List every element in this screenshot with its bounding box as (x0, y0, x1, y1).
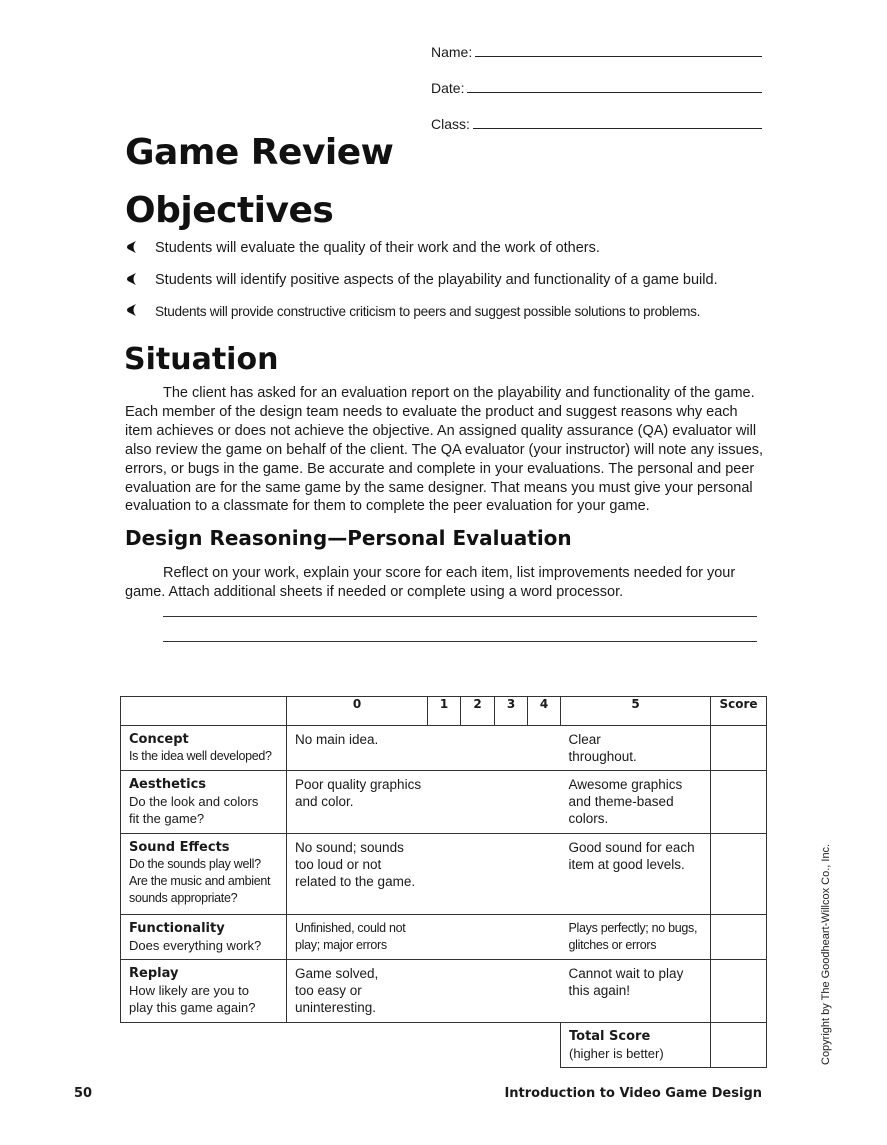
class-label: Class: (431, 116, 470, 132)
date-line[interactable] (467, 92, 762, 93)
table-row (121, 834, 767, 915)
criterion-cell (121, 771, 286, 831)
total-row (121, 1023, 767, 1068)
criterion-cell (121, 726, 286, 769)
score-4-header: 4 (528, 697, 561, 726)
criteria-header-cell (121, 697, 287, 726)
low-score-description: No sound; sounds too loud or not related to the game. (295, 840, 416, 889)
criterion-description: Is the idea well developed? (129, 749, 272, 763)
answer-line[interactable] (163, 641, 757, 642)
criterion-cell (121, 960, 286, 1020)
objectives-heading: Objectives (125, 190, 334, 231)
criterion-description: Do the sounds play well? Are the music and ambient sounds appropriate? (129, 857, 271, 905)
table-row (121, 726, 767, 771)
name-line[interactable] (475, 56, 762, 57)
name-label: Name: (431, 44, 473, 60)
total-score-cell[interactable] (711, 1023, 767, 1068)
criterion-title: Aesthetics (129, 777, 207, 792)
name-field[interactable] (431, 44, 762, 60)
criterion-title: Sound Effects (129, 840, 230, 855)
objective-item (125, 272, 718, 288)
criterion-title: Functionality (129, 921, 225, 936)
page-number: 50 (74, 1086, 93, 1101)
table-row (121, 960, 767, 1023)
situation-heading: Situation (124, 342, 279, 377)
score-1-header: 1 (428, 697, 461, 726)
table-row (121, 771, 767, 834)
score-5-header: 5 (561, 697, 711, 726)
criterion-cell (121, 915, 286, 958)
score-cell[interactable] (711, 960, 767, 1023)
high-score-description: Cannot wait to play this again! (568, 966, 684, 998)
score-cell[interactable] (711, 834, 767, 915)
bullet-icon (125, 303, 155, 319)
criterion-cell (121, 834, 286, 911)
low-score-description: No main idea. (295, 732, 379, 747)
rubric-table (120, 696, 767, 1068)
low-score-description: Game solved, too easy or uninteresting. (295, 966, 379, 1015)
design-reasoning-heading: Design Reasoning—Personal Evaluation (125, 526, 572, 550)
date-field[interactable] (431, 80, 762, 96)
class-field[interactable] (431, 116, 762, 132)
bullet-icon (125, 272, 155, 288)
high-score-description: Plays perfectly; no bugs, glitches or errors (568, 921, 698, 952)
page-title: Game Review (125, 132, 394, 173)
total-score-title: Total Score (569, 1029, 651, 1044)
score-cell[interactable] (711, 726, 767, 771)
high-score-description: Clear throughout. (568, 732, 637, 764)
score-cell[interactable] (711, 771, 767, 834)
objective-item (125, 240, 600, 256)
bullet-icon (125, 240, 155, 256)
low-score-description: Poor quality graphics and color. (295, 777, 422, 809)
criterion-title: Concept (129, 732, 189, 747)
objective-text: Students will evaluate the quality of their work and the work of others. (155, 240, 600, 256)
objective-item (125, 303, 700, 319)
total-score-label-cell (561, 1023, 710, 1066)
design-reasoning-paragraph: Reflect on your work, explain your score for each item, list improvements needed for your game. Attach additional sheets if needed or complete using a word processor. (125, 565, 736, 600)
criterion-description: How likely are you to play this game again? (129, 983, 256, 1015)
class-line[interactable] (473, 128, 762, 129)
low-score-description: Unfinished, could not play; major errors (295, 921, 406, 952)
copyright-notice: Copyright by The Goodheart-Willcox Co., Inc. (820, 843, 832, 1065)
score-3-header: 3 (495, 697, 528, 726)
score-0-header: 0 (287, 697, 428, 726)
table-row (121, 915, 767, 960)
total-score-note: (higher is better) (569, 1046, 664, 1061)
criterion-title: Replay (129, 966, 179, 981)
answer-line[interactable] (163, 616, 757, 617)
objective-text: Students will provide constructive criticism to peers and suggest possible solutions to problems. (155, 303, 701, 319)
rubric-header-row (121, 697, 767, 726)
score-cell[interactable] (711, 915, 767, 960)
criterion-description: Do the look and colors fit the game? (129, 794, 259, 826)
high-score-description: Awesome graphics and theme-based colors. (568, 777, 683, 826)
score-2-header: 2 (461, 697, 495, 726)
book-title: Introduction to Video Game Design (504, 1086, 762, 1101)
criterion-description: Does everything work? (129, 938, 262, 953)
date-label: Date: (431, 80, 465, 96)
situation-paragraph: The client has asked for an evaluation report on the playability and functionality of the game. Each member of the design team needs to evaluate the product and suggest reasons why each item achieves or does not achieve the objective. An assigned quality assurance (QA) evaluator will also review the game on behalf of the client. The QA evaluator (your instructor) will note any issues, errors, or bugs in the game. Be accurate and complete in your evaluations. The personal and peer evaluation are for the same game by the same designer. That means you must give your personal evaluation to a classmate for them to complete the peer evaluation for your game. (125, 385, 764, 515)
score-column-header: Score (711, 697, 767, 726)
objective-text: Students will identify positive aspects of the playability and functionality of a game build. (155, 272, 718, 288)
high-score-description: Good sound for each item at good levels. (568, 840, 695, 872)
